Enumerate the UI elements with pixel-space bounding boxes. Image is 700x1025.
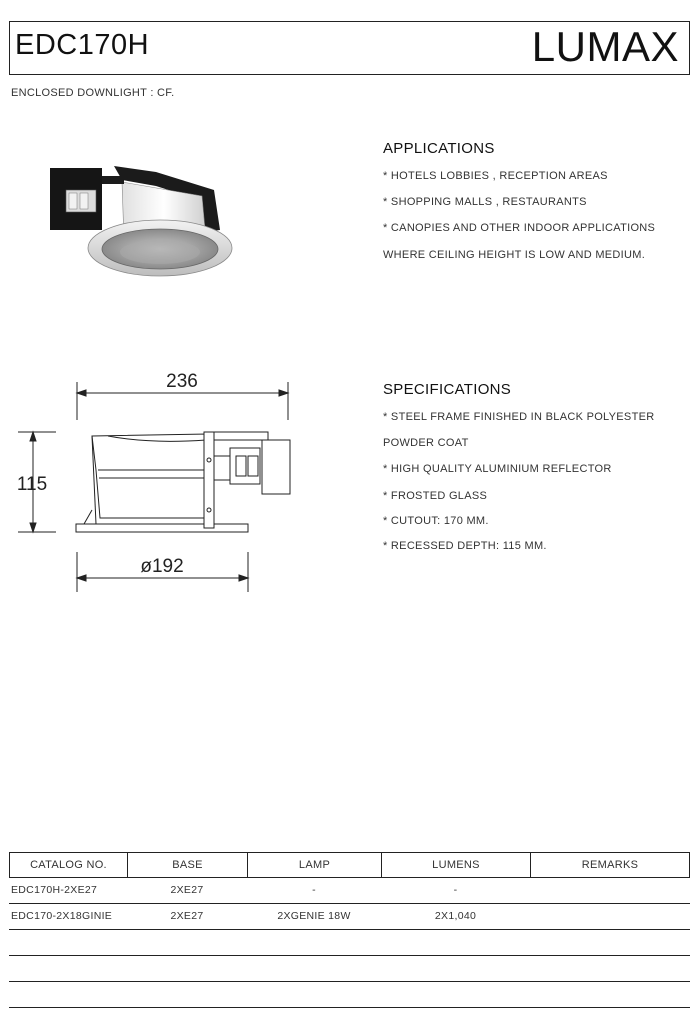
cell-base: 2XE27 bbox=[170, 884, 204, 896]
column-header-base: BASE bbox=[128, 853, 248, 877]
specifications-title: SPECIFICATIONS bbox=[383, 381, 512, 398]
dimension-drawing bbox=[0, 360, 360, 610]
catalog-table bbox=[9, 852, 690, 1008]
cell-lumens: - bbox=[453, 884, 458, 896]
specifications-item: POWDER COAT bbox=[383, 437, 469, 449]
specifications-item: * STEEL FRAME FINISHED IN BLACK POLYESTER bbox=[383, 411, 655, 423]
product-photo bbox=[44, 160, 236, 284]
header-box bbox=[9, 21, 690, 75]
model-number: EDC170H bbox=[15, 29, 150, 61]
product-subtitle: ENCLOSED DOWNLIGHT : CF. bbox=[11, 87, 175, 99]
applications-title: APPLICATIONS bbox=[383, 140, 495, 157]
column-header-lamp: LAMP bbox=[248, 853, 382, 877]
applications-item: * HOTELS LOBBIES , RECEPTION AREAS bbox=[383, 170, 608, 182]
table-row bbox=[9, 930, 690, 956]
brand-logo: LUMAX bbox=[531, 23, 679, 70]
table-row bbox=[9, 878, 690, 904]
dimension-height: 115 bbox=[16, 474, 48, 495]
specifications-item: * CUTOUT: 170 MM. bbox=[383, 515, 489, 527]
cell-catalog-no: EDC170H-2XE27 bbox=[11, 884, 98, 896]
specifications-item: * FROSTED GLASS bbox=[383, 490, 488, 502]
cell-lamp: - bbox=[312, 884, 316, 896]
applications-item: WHERE CEILING HEIGHT IS LOW AND MEDIUM. bbox=[383, 249, 646, 261]
specifications-item: * RECESSED DEPTH: 115 MM. bbox=[383, 540, 547, 552]
cell-lumens: 2X1,040 bbox=[434, 910, 477, 922]
table-row bbox=[9, 956, 690, 982]
column-header-lumens: LUMENS bbox=[382, 853, 531, 877]
dimension-width: 236 bbox=[166, 371, 198, 392]
cell-lamp: 2XGENIE 18W bbox=[277, 910, 351, 922]
specifications-item: * HIGH QUALITY ALUMINIUM REFLECTOR bbox=[383, 463, 612, 475]
applications-item: * CANOPIES AND OTHER INDOOR APPLICATIONS bbox=[383, 222, 656, 234]
cell-catalog-no: EDC170-2X18GINIE bbox=[11, 910, 113, 922]
column-header-catalog-no: CATALOG NO. bbox=[10, 853, 128, 877]
table-row bbox=[9, 904, 690, 930]
dimension-diameter: ø192 bbox=[140, 556, 184, 577]
table-row bbox=[9, 982, 690, 1008]
column-header-remarks: REMARKS bbox=[581, 859, 639, 871]
cell-base: 2XE27 bbox=[170, 910, 204, 922]
cell-remarks bbox=[530, 878, 688, 903]
applications-item: * SHOPPING MALLS , RESTAURANTS bbox=[383, 196, 587, 208]
table-header bbox=[9, 852, 690, 878]
cell-remarks bbox=[530, 904, 688, 929]
